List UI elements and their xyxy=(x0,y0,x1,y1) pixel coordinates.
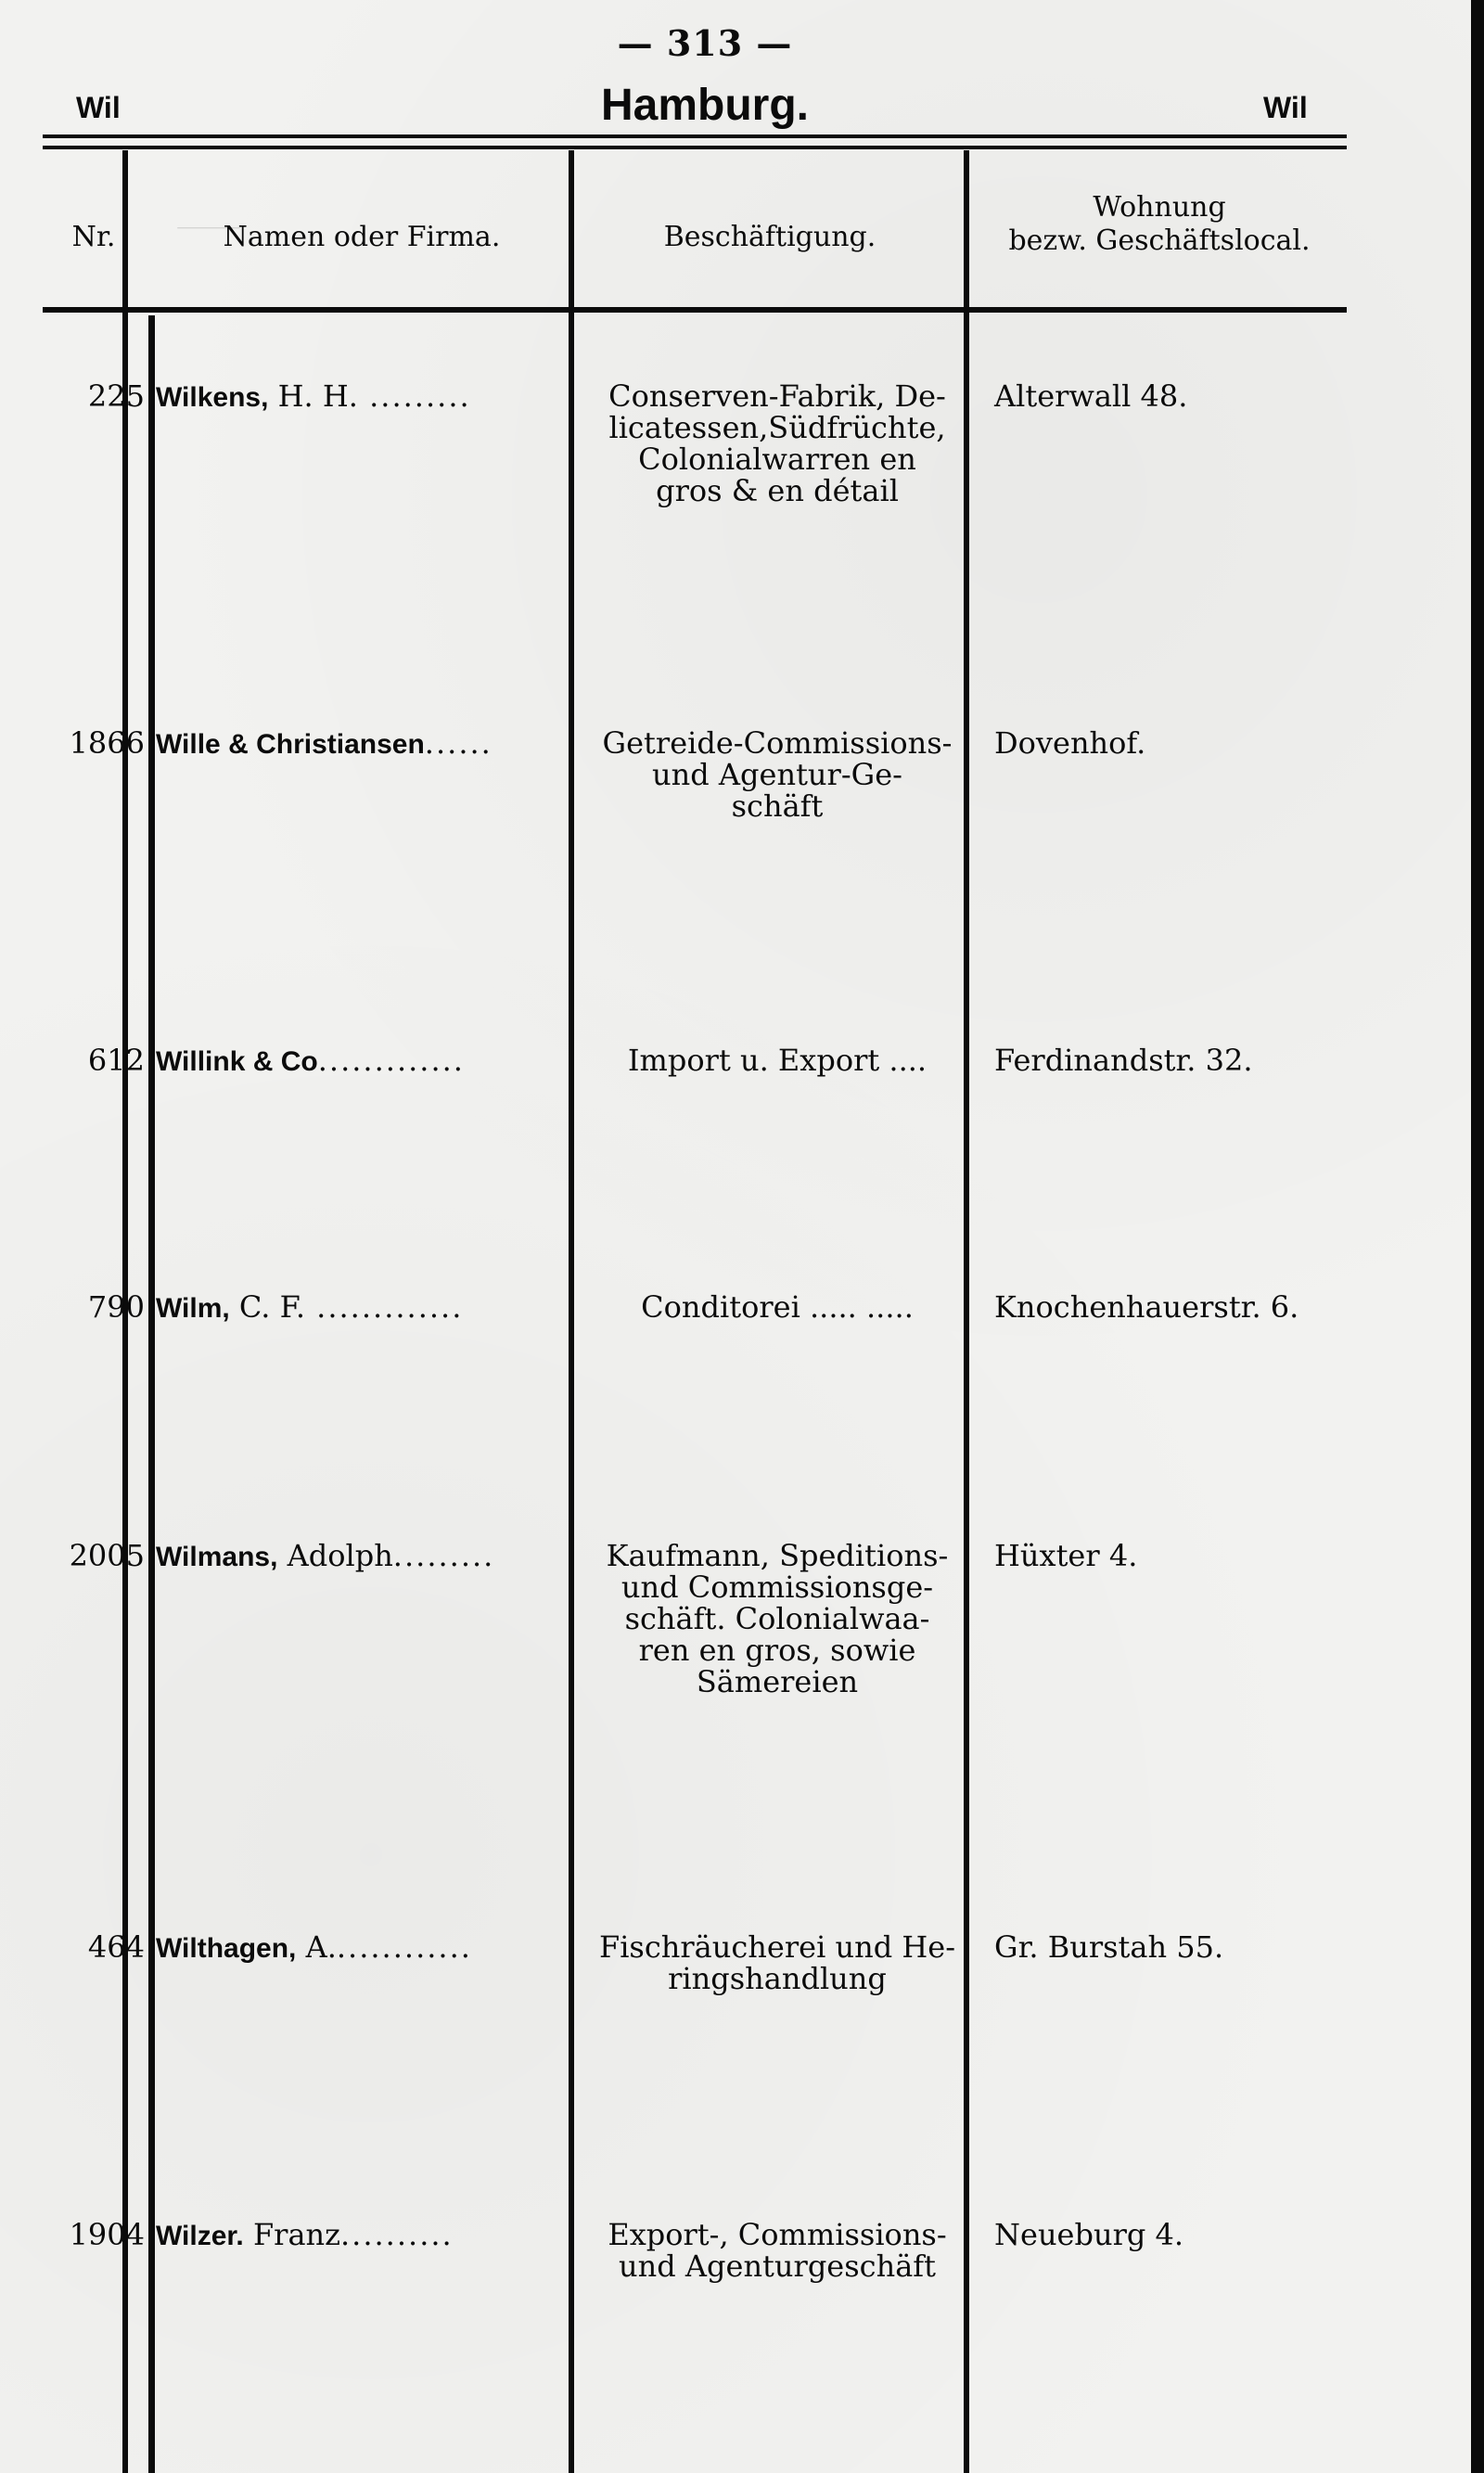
occupation-line: licatessen,Südfrüchte, xyxy=(608,410,946,445)
occupation-line: und Commissionsge- xyxy=(620,1570,934,1605)
entry-name xyxy=(156,2219,566,2252)
occupation-line: ringshandlung xyxy=(668,1961,887,1996)
entry-name-rest: A. xyxy=(296,1931,337,1965)
entry-occupation xyxy=(590,1931,965,1994)
entry-number: 612 xyxy=(87,1043,145,1078)
entry-occupation xyxy=(590,727,965,822)
occupation-line: gros & en détail xyxy=(656,473,899,508)
column-header-name: Namen oder Firma. xyxy=(223,221,501,253)
entry-address: Gr. Burstah 55. xyxy=(994,1929,1224,1965)
entry-leader: ......... xyxy=(357,380,471,414)
entry-name-rest: C. F. xyxy=(229,1291,305,1325)
entry-address: Alterwall 48. xyxy=(994,378,1188,414)
entry-name-bold: Wilkens, xyxy=(156,382,269,413)
column-header-occupation: Beschäftigung. xyxy=(663,221,876,253)
occupation-line: schäft. Colonialwaa- xyxy=(624,1601,930,1636)
column-header-address xyxy=(974,191,1345,258)
column-header-address-line2: bezw. Geschäftslocal. xyxy=(1008,224,1311,257)
column-header-address-line1: Wohnung xyxy=(1093,191,1226,224)
entry-number: 790 xyxy=(87,1289,145,1325)
entry-name-bold: Wilthagen, xyxy=(156,1933,297,1964)
entry-name xyxy=(156,727,566,761)
page-edge-strip xyxy=(1471,0,1484,2473)
entry-occupation xyxy=(590,1044,965,1076)
entry-occupation xyxy=(590,2219,965,2282)
entry-occupation xyxy=(590,1540,965,1698)
entry-number: 2005 xyxy=(69,1538,145,1573)
occupation-line: Getreide-Commissions- xyxy=(602,725,953,761)
entry-leader: ............ xyxy=(336,1931,472,1965)
header-rule-top xyxy=(43,135,1347,138)
header-right-tag: Wil xyxy=(1263,91,1308,124)
header-rule-bottom xyxy=(43,146,1347,149)
column-rule-3 xyxy=(569,150,574,2473)
entry-address: Dovenhof. xyxy=(994,725,1146,761)
entry-name-rest: H. H. xyxy=(268,380,358,414)
occupation-line: Fischräucherei und He- xyxy=(598,1929,955,1965)
entry-address: Hüxter 4. xyxy=(994,1538,1138,1573)
occupation-line: Conditorei ..... ..... xyxy=(641,1289,914,1325)
entry-name-bold: Wilm, xyxy=(156,1293,230,1324)
entry-name xyxy=(156,1044,566,1078)
page-number: — 313 — xyxy=(617,22,793,64)
entry-leader: ............. xyxy=(317,1044,465,1078)
entry-address: Knochenhauerstr. 6. xyxy=(994,1289,1299,1325)
entry-name-bold: Wilzer. xyxy=(156,2221,244,2251)
page-title: Hamburg. xyxy=(600,81,809,130)
column-header-nr: Nr. xyxy=(71,221,116,253)
entry-leader: .......... xyxy=(339,2219,454,2252)
occupation-line: Import u. Export .... xyxy=(627,1043,928,1078)
header-left-tag: Wil xyxy=(76,91,121,124)
entry-leader: ......... xyxy=(392,1540,495,1573)
entry-occupation xyxy=(590,1291,965,1323)
entry-occupation xyxy=(590,380,965,506)
entry-address: Neueburg 4. xyxy=(994,2217,1184,2252)
entry-name-bold: Wille & Christiansen xyxy=(156,729,425,760)
entry-name-rest: Adolph xyxy=(277,1540,393,1573)
occupation-line: ren en gros, sowie xyxy=(638,1633,916,1668)
occupation-line: Conserven-Fabrik, De- xyxy=(608,378,946,414)
entry-number: 225 xyxy=(87,378,145,414)
entry-name-bold: Willink & Co xyxy=(156,1046,318,1077)
occupation-line: und Agentur-Ge- xyxy=(652,757,902,792)
column-header-rule xyxy=(43,307,1347,313)
occupation-line: Sämereien xyxy=(696,1664,859,1699)
occupation-line: Colonialwarren en xyxy=(638,442,916,477)
entry-name xyxy=(156,1931,566,1965)
entry-name-bold: Wilmans, xyxy=(156,1542,278,1572)
entry-number: 1866 xyxy=(69,725,145,761)
occupation-line: Export-, Commissions- xyxy=(608,2217,947,2252)
entry-leader: ............. xyxy=(304,1291,464,1325)
entry-name xyxy=(156,1291,566,1325)
entry-address: Ferdinandstr. 32. xyxy=(994,1043,1253,1078)
entry-name-rest: Franz xyxy=(243,2219,340,2252)
column-rule-2 xyxy=(148,315,155,2473)
occupation-line: schäft xyxy=(731,788,824,824)
entry-leader: ...... xyxy=(424,727,493,761)
occupation-line: Kaufmann, Speditions- xyxy=(606,1538,949,1573)
bleed-through-text: ⸻ xyxy=(176,212,241,241)
entry-name xyxy=(156,380,566,414)
entry-number: 464 xyxy=(87,1929,145,1965)
entry-name xyxy=(156,1540,566,1573)
occupation-line: und Agenturgeschäft xyxy=(619,2249,936,2284)
entry-number: 1904 xyxy=(69,2217,145,2252)
